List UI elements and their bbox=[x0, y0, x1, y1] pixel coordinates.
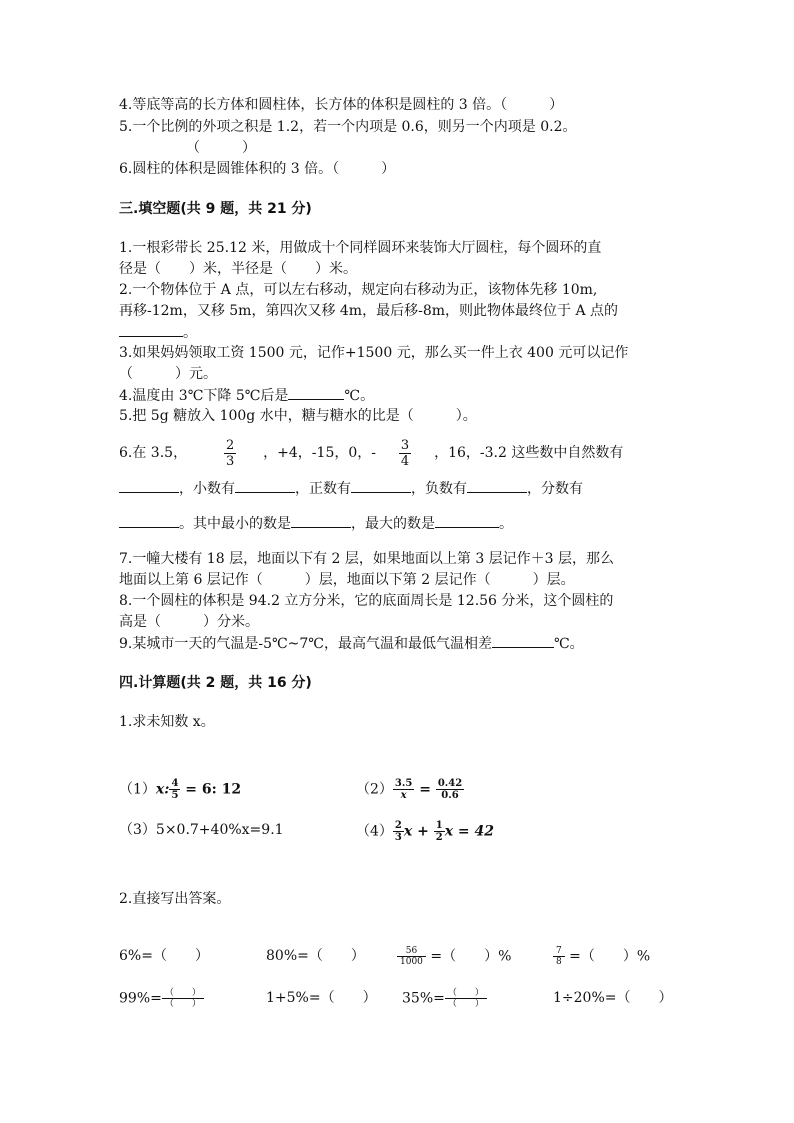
fill-q4: 4.温度由 3℃下降 5℃后是 ℃。 bbox=[119, 385, 374, 406]
fill-q6-line3: 。其中最小的数是 ，最大的数是 。 bbox=[119, 513, 513, 534]
answer-item-6: 1+5%=（ ） bbox=[266, 990, 377, 1006]
blank-fraction[interactable]: （ ） （ ） bbox=[162, 988, 204, 1009]
answer-blank[interactable] bbox=[492, 633, 554, 648]
answer-blank[interactable] bbox=[288, 385, 344, 400]
fraction-four-fifths: $\frac{4}{5}$ bbox=[171, 778, 179, 801]
equation-4: （4） $\frac{2}{3}$ x + $\frac{1}{2}$ x = 42 bbox=[356, 820, 494, 843]
blank-fraction[interactable]: （ ） （ ） bbox=[445, 988, 487, 1009]
fill-q3-line1: 3.如果妈妈领取工资 1500 元，记作+1500 元，那么买一件上衣 400 元可以记作 bbox=[119, 345, 629, 361]
answer-blank[interactable] bbox=[235, 478, 295, 493]
answer-item-5: 99%= （ ） （ ） bbox=[119, 988, 204, 1009]
fraction-0.42-over-0.6: $\frac{0.42}{0.6}$ bbox=[437, 778, 463, 801]
fraction-seven-eighths: $\frac{7}{8}$ bbox=[553, 946, 565, 967]
answer-item-2: 80%=（ ） bbox=[266, 948, 365, 964]
fill-q1-line2: 径是（ ）米，半径是（ ）米。 bbox=[119, 261, 357, 277]
answer-blank[interactable] bbox=[119, 478, 179, 493]
answer-item-1: 6%=（ ） bbox=[119, 948, 209, 964]
answer-blank[interactable] bbox=[291, 513, 351, 528]
answer-item-3: $\frac{56}{1000}$ =（ ）% bbox=[397, 946, 511, 967]
equation-2: （2） $\frac{3.5}{x}$ = $\frac{0.42}{0.6}$ bbox=[356, 778, 463, 801]
fill-q7-line1: 7.一幢大楼有 18 层，地面以下有 2 层，如果地面以上第 3 层记作＋3 层，那么 bbox=[119, 551, 615, 567]
fill-q6-line2: ，小数有 ，正数有 ，负数有 ，分数有 bbox=[119, 478, 583, 499]
fill-q5: 5.把 5g 糖放入 100g 水中，糖与糖水的比是（ ）。 bbox=[119, 408, 477, 424]
tf-question-4: 4.等底等高的长方体和圆柱体，长方体的体积是圆柱的 3 倍。（ ） bbox=[119, 97, 564, 113]
fraction-3.5-over-x: $\frac{3.5}{x}$ bbox=[394, 778, 413, 801]
answer-item-8: 1÷20%=（ ） bbox=[553, 990, 673, 1006]
fill-q2-line3: 。 bbox=[119, 322, 197, 343]
answer-blank[interactable] bbox=[467, 478, 527, 493]
answer-blank[interactable] bbox=[119, 513, 179, 528]
answer-blank[interactable] bbox=[119, 322, 183, 337]
calc-q2: 2.直接写出答案。 bbox=[119, 891, 231, 907]
answer-blank[interactable] bbox=[351, 478, 411, 493]
fraction-two-thirds: $\frac{2}{3}$ bbox=[394, 820, 402, 843]
tf-question-5-line2: （ ） bbox=[186, 140, 256, 156]
calc-section-heading: 四.计算题(共 2 题，共 16 分) bbox=[119, 675, 312, 691]
fraction-three-quarters: $\frac{3}{4}$ bbox=[400, 437, 410, 469]
answer-item-4: $\frac{7}{8}$ =（ ）% bbox=[553, 946, 650, 967]
fill-q1-line1: 1.一根彩带长 25.12 米，用做成十个同样圆环来装饰大厅圆柱，每个圆环的直 bbox=[119, 240, 602, 256]
answer-item-7: 35%= （ ） （ ） bbox=[402, 988, 487, 1009]
tf-question-6: 6.圆柱的体积是圆锥体积的 3 倍。（ ） bbox=[119, 161, 396, 177]
fill-q3-line2: （ ）元。 bbox=[119, 366, 217, 382]
fraction-two-thirds: $\frac{2}{3}$ bbox=[225, 437, 235, 469]
fill-section-heading: 三.填空题(共 9 题，共 21 分) bbox=[119, 201, 312, 217]
fill-q9: 9.某城市一天的气温是-5℃~7℃，最高气温和最低气温相差 ℃。 bbox=[119, 633, 584, 654]
equation-1: （1）x: $\frac{4}{5}$ = 6: 12 bbox=[119, 778, 242, 801]
fill-q2-line2: 再移-12m，又移 5m，第四次又移 4m，最后移-8m，则此物体最终位于 A 点的 bbox=[119, 303, 619, 319]
fraction-one-half: $\frac{1}{2}$ bbox=[435, 820, 443, 843]
fill-q7-line2: 地面以上第 6 层记作（ ）层，地面以下第 2 层记作（ ）层。 bbox=[119, 572, 575, 588]
calc-q1: 1.求未知数 x。 bbox=[119, 714, 215, 730]
answer-blank[interactable] bbox=[435, 513, 499, 528]
fraction-56-over-1000: $\frac{56}{1000}$ bbox=[397, 946, 426, 967]
tf-question-5-line1: 5.一个比例的外项之积是 1.2，若一个内项是 0.6，则另一个内项是 0.2。 bbox=[119, 119, 577, 135]
fill-q8-line2: 高是（ ）分米。 bbox=[119, 614, 259, 630]
fill-q6-line1: 6.在 3.5， $\frac{2}{3}$ ，+4，-15，0，- $\frac{3}{4}$ ，16，-3.2 这些数中自然数有 bbox=[119, 437, 624, 469]
fill-q2-line1: 2.一个物体位于 A 点，可以左右移动，规定向右移动为正，该物体先移 10m, bbox=[119, 282, 598, 298]
equation-3: （3）5×0.7+40%x=9.1 bbox=[119, 822, 284, 838]
fill-q8-line1: 8.一个圆柱的体积是 94.2 立方分米，它的底面周长是 12.56 分米，这个圆柱的 bbox=[119, 593, 614, 609]
